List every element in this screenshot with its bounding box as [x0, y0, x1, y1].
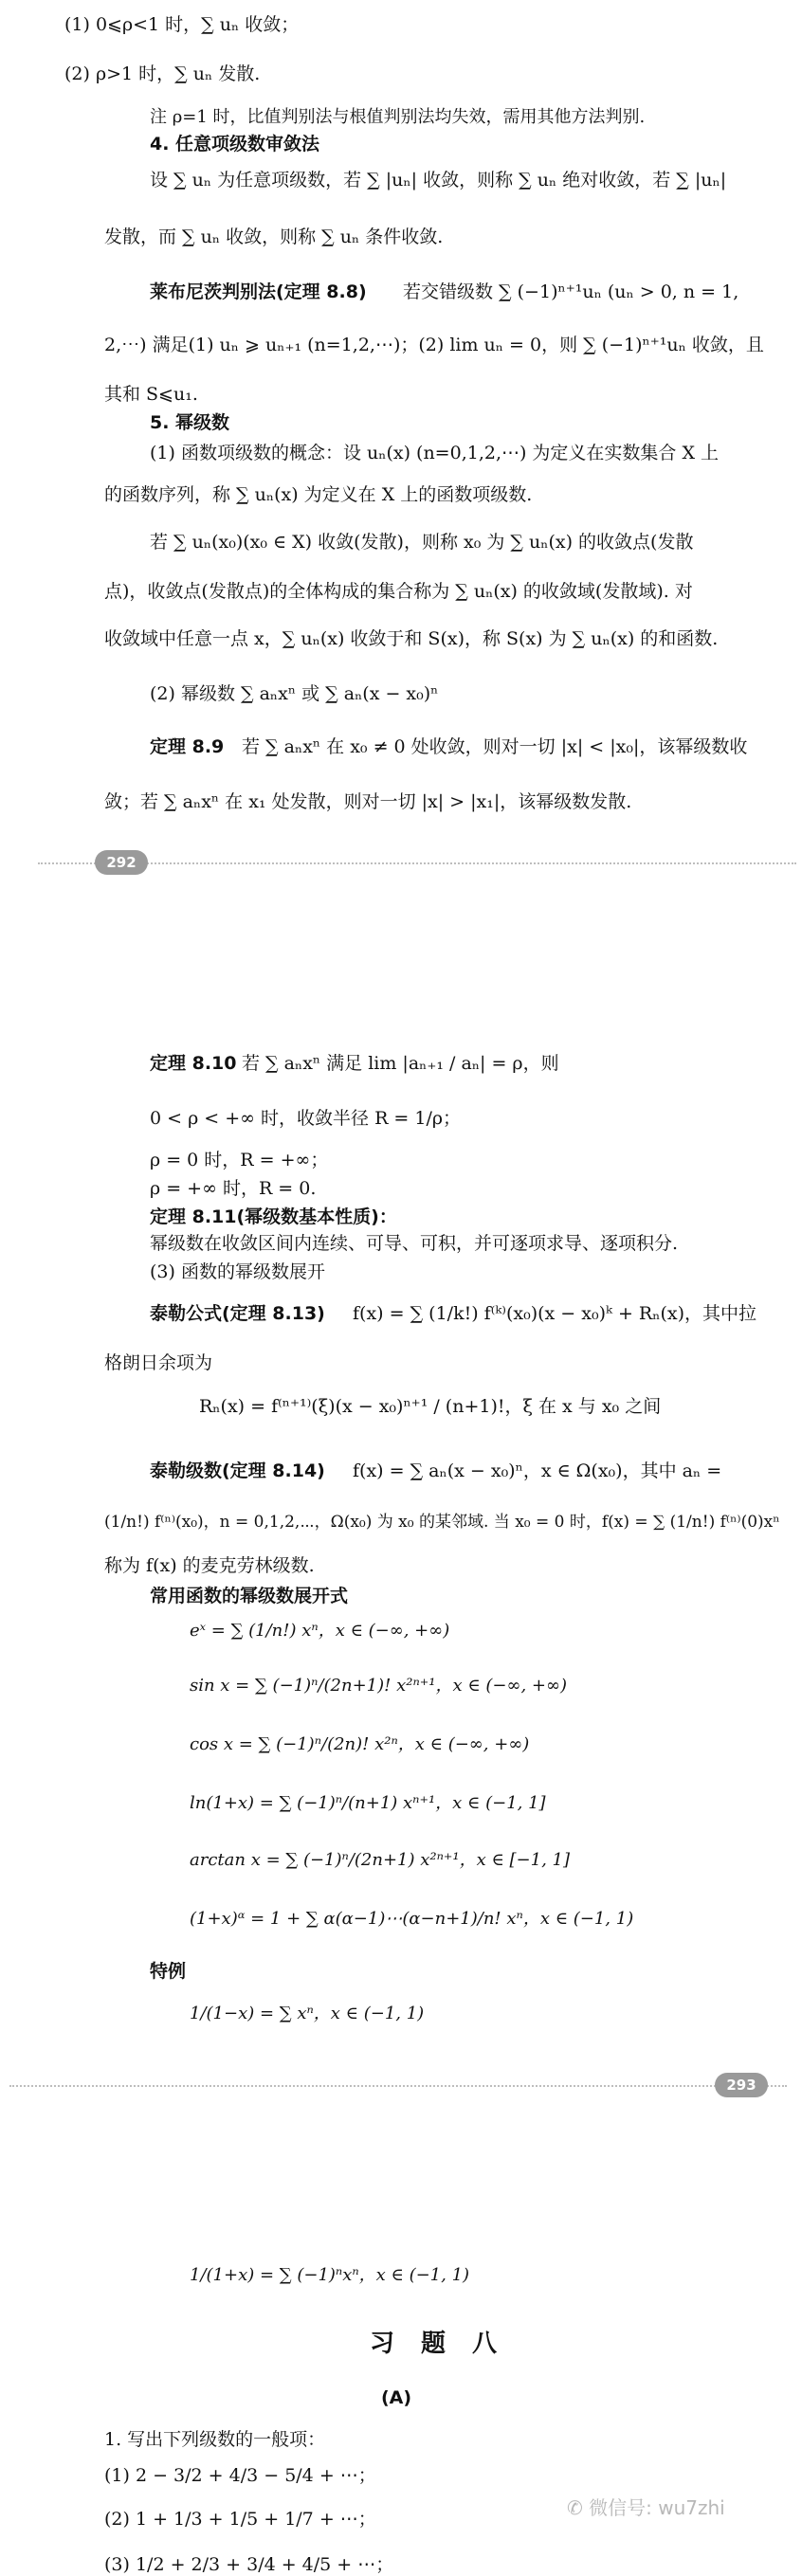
question-item: (3) 1/2 + 2/3 + 3/4 + 4/5 + ⋯； [104, 2554, 394, 2575]
watermark [567, 2493, 725, 2520]
text-line: ρ = 0 时，R = +∞； [150, 1150, 329, 1170]
theorem-label: 定理 8.9 [150, 736, 225, 757]
formula-line: Rₙ(x) = f⁽ⁿ⁺¹⁾(ξ)(x − x₀)ⁿ⁺¹ / (n+1)!，ξ 在 x 与 x₀ 之间 [199, 1396, 662, 1417]
formula-arctan: arctan x = ∑ (−1)ⁿ/(2n+1) x²ⁿ⁺¹，x ∈ [−1, 1] [190, 1850, 571, 1870]
text-line: f(x) = ∑ aₙ(x − x₀)ⁿ，x ∈ Ω(x₀)，其中 aₙ = [353, 1460, 722, 1481]
theorem-label: 定理 8.10 [150, 1053, 237, 1074]
formula-binomial: (1+x)ᵅ = 1 + ∑ α(α−1)⋯(α−n+1)/n! xⁿ，x ∈ (−1, 1) [190, 1909, 634, 1929]
formula-exp: eˣ = ∑ (1/n!) xⁿ，x ∈ (−∞, +∞) [190, 1621, 450, 1641]
text-line: (1) 0⩽ρ<1 时，∑ uₙ 收敛； [64, 14, 300, 35]
section-heading: 5. 幂级数 [150, 412, 230, 433]
text-line: 幂级数在收敛区间内连续、可导、可积，并可逐项求导、逐项积分. [150, 1233, 679, 1254]
text-line: (3) 函数的幂级数展开 [150, 1261, 325, 1282]
text-line: 点)，收敛点(发散点)的全体构成的集合称为 ∑ uₙ(x) 的收敛域(发散域). 对 [104, 581, 693, 602]
text-line: ρ = +∞ 时，R = 0. [150, 1178, 317, 1199]
text-line: 若交错级数 ∑ (−1)ⁿ⁺¹uₙ (uₙ > 0, n = 1, [403, 281, 739, 302]
text-line: 格朗日余项为 [104, 1352, 213, 1373]
exercise-title: 习题八 [370, 2330, 524, 2358]
text-line: 其和 S⩽u₁. [104, 384, 198, 405]
theorem-label: 泰勒公式(定理 8.13) [150, 1303, 325, 1324]
text-line: 若 ∑ aₙxⁿ 在 x₀ ≠ 0 处收敛，则对一切 |x| < |x₀|，该幂级数收 [242, 736, 748, 757]
text-line: 0 < ρ < +∞ 时，收敛半径 R = 1/ρ； [150, 1108, 462, 1129]
subsection-heading: 特例 [150, 1961, 187, 1982]
theorem-label: 定理 8.11(幂级数基本性质)： [150, 1206, 397, 1227]
text-line: 发散，而 ∑ uₙ 收敛，则称 ∑ uₙ 条件收敛. [104, 227, 444, 247]
text-line: (2) ρ>1 时，∑ uₙ 发散. [64, 63, 261, 84]
section-heading: 4. 任意项级数审敛法 [150, 134, 320, 154]
text-line: 若 ∑ aₙxⁿ 满足 lim |aₙ₊₁ / aₙ| = ρ，则 [242, 1053, 559, 1074]
theorem-label: 泰勒级数(定理 8.14) [150, 1460, 325, 1481]
page-divider [9, 2085, 787, 2087]
text-line: 2,⋯) 满足(1) uₙ ⩾ uₙ₊₁ (n=1,2,⋯)；(2) lim uₙ = 0，则 ∑ (−1)ⁿ⁺¹uₙ 收敛，且 [104, 335, 764, 355]
question: 1. 写出下列级数的一般项： [104, 2429, 326, 2450]
watermark-text: 微信号: wu7zhi [589, 2496, 725, 2519]
theorem-label: 莱布尼茨判别法(定理 8.8) [150, 281, 367, 302]
page-number-badge: 292 [95, 850, 148, 875]
text-line: 敛；若 ∑ aₙxⁿ 在 x₁ 处发散，则对一切 |x| > |x₁|，该幂级数发散. [104, 791, 632, 812]
formula-alternating-geometric: 1/(1+x) = ∑ (−1)ⁿxⁿ，x ∈ (−1, 1) [190, 2265, 470, 2285]
formula-geometric: 1/(1−x) = ∑ xⁿ，x ∈ (−1, 1) [190, 2004, 425, 2023]
text-line: (1/n!) f⁽ⁿ⁾(x₀)，n = 0,1,2,⋯，Ω(x₀) 为 x₀ 的某邻域. 当 x₀ = 0 时，f(x) = ∑ (1/n!) f⁽ⁿ⁾(0)xⁿ [104, 1513, 780, 1532]
text-line: 称为 f(x) 的麦克劳林级数. [104, 1555, 315, 1576]
subsection-heading: 常用函数的幂级数展开式 [150, 1586, 349, 1606]
text-line: 的函数序列，称 ∑ uₙ(x) 为定义在 X 上的函数项级数. [104, 484, 533, 505]
formula-sin: sin x = ∑ (−1)ⁿ/(2n+1)! x²ⁿ⁺¹，x ∈ (−∞, +∞) [190, 1676, 568, 1696]
text-line: (1) 函数项级数的概念：设 uₙ(x) (n=0,1,2,⋯) 为定义在实数集合 X 上 [150, 443, 720, 463]
text-line: 收敛域中任意一点 x，∑ uₙ(x) 收敛于和 S(x)，称 S(x) 为 ∑ uₙ(x) 的和函数. [104, 628, 719, 649]
note-line: 注 ρ=1 时，比值判别法与根值判别法均失效，需用其他方法判别. [150, 107, 646, 127]
formula-ln: ln(1+x) = ∑ (−1)ⁿ/(n+1) xⁿ⁺¹，x ∈ (−1, 1] [190, 1793, 546, 1813]
question-item: (2) 1 + 1/3 + 1/5 + 1/7 + ⋯； [104, 2509, 376, 2530]
formula-cos: cos x = ∑ (−1)ⁿ/(2n)! x²ⁿ，x ∈ (−∞, +∞) [190, 1734, 530, 1754]
wechat-icon: ✆ [567, 2496, 583, 2519]
text-line: f(x) = ∑ (1/k!) f⁽ᵏ⁾(x₀)(x − x₀)ᵏ + Rₙ(x)，其中拉 [353, 1303, 756, 1324]
exercise-section: (A) [381, 2387, 412, 2408]
text-line: 设 ∑ uₙ 为任意项级数，若 ∑ |uₙ| 收敛，则称 ∑ uₙ 绝对收敛，若 ∑ |uₙ| [150, 170, 727, 190]
text-line: (2) 幂级数 ∑ aₙxⁿ 或 ∑ aₙ(x − x₀)ⁿ [150, 683, 439, 704]
page-number-badge: 293 [715, 2073, 768, 2097]
text-line: 若 ∑ uₙ(x₀)(x₀ ∈ X) 收敛(发散)，则称 x₀ 为 ∑ uₙ(x) 的收敛点(发散 [150, 532, 694, 553]
question-item: (1) 2 − 3/2 + 4/3 − 5/4 + ⋯； [104, 2465, 376, 2486]
page-divider [38, 862, 796, 864]
